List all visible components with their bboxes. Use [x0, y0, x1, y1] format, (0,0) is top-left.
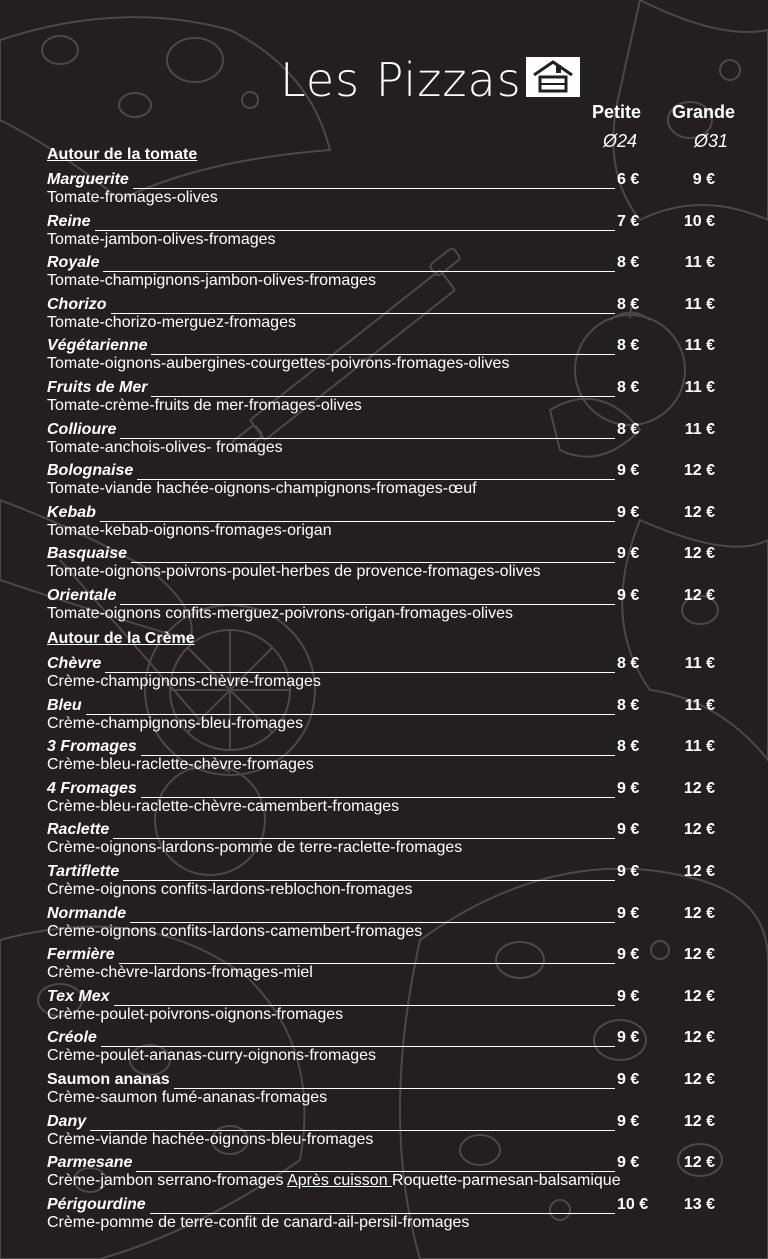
price-large: 12 €: [683, 1029, 715, 1047]
price-large: 12 €: [683, 545, 715, 563]
item-description-text: Tomate-kebab-oignons-fromages-origan: [47, 521, 332, 539]
item-name: Basquaise: [47, 545, 128, 563]
item-name: Chèvre: [47, 655, 102, 672]
item-name: Normande: [47, 904, 127, 922]
item-description: [47, 715, 303, 733]
price-large: 12 €: [683, 821, 715, 839]
menu-item: [47, 1154, 727, 1196]
price-small: 8 €: [617, 696, 640, 714]
item-name: Bleu: [47, 696, 82, 714]
item-description: [47, 1089, 327, 1107]
item-description-text: Crème-chèvre-lardons-fromages-miel: [47, 964, 313, 982]
item-description: [47, 231, 276, 249]
item-description: [47, 839, 462, 857]
item-name: Fruits de Mer: [47, 379, 148, 396]
menu-item: [47, 379, 727, 421]
price-large: 11 €: [684, 696, 715, 714]
price-small: 9 €: [617, 904, 640, 922]
section-title: Autour de la tomate: [47, 146, 198, 163]
item-description: [47, 756, 314, 774]
item-name: Raclette: [47, 821, 110, 839]
item-name: Royale: [47, 254, 100, 272]
menu-item: [47, 587, 727, 629]
price-large: 11 €: [684, 337, 715, 355]
menu-item: [47, 655, 727, 697]
price-large: 12 €: [683, 587, 715, 604]
item-name: Périgourdine: [47, 1195, 146, 1213]
item-description: [47, 314, 296, 332]
price-small: 9 €: [617, 821, 640, 839]
price-large: 11 €: [684, 420, 715, 438]
house-logo-icon: [526, 57, 580, 97]
item-description: [47, 1131, 373, 1149]
section-title: Autour de la Crème: [47, 630, 195, 647]
price-large: 12 €: [683, 904, 715, 922]
item-description: [47, 355, 509, 373]
item-name: Créole: [47, 1029, 97, 1047]
item-description-text: Crème-oignons-lardons-pomme de terre-raclette-fromages: [47, 839, 463, 857]
price-small: 9 €: [617, 1112, 640, 1130]
price-large: 9 €: [692, 171, 715, 188]
item-name: Orientale: [47, 587, 117, 604]
item-description-text: Crème-pomme de terre-confit de canard-ail-persil-fromages: [47, 1213, 470, 1231]
column-large-label: Grande: [672, 102, 736, 122]
item-name: Saumon ananas: [47, 1071, 170, 1088]
price-large: 12 €: [683, 779, 715, 797]
price-small: 9 €: [617, 545, 640, 563]
item-description-text: Crème-bleu-raclette-chèvre-fromages: [47, 756, 314, 774]
price-small: 9 €: [617, 779, 640, 797]
price-large: 11 €: [684, 379, 715, 396]
price-small: 8 €: [617, 738, 640, 756]
price-large: 12 €: [683, 462, 715, 480]
menu-item: [47, 1071, 727, 1113]
menu-item: [47, 296, 727, 338]
menu-item: [47, 863, 727, 905]
item-name: Tex Mex: [47, 987, 110, 1005]
item-description: [47, 673, 321, 691]
item-description: [47, 1047, 376, 1065]
item-description-text: Crème-poulet-ananas-curry-oignons-fromages: [47, 1047, 377, 1065]
price-small: 9 €: [617, 1029, 640, 1047]
column-large-size: Ø31: [694, 131, 729, 151]
item-description-text: Crème-champignons-chèvre-fromages: [47, 673, 321, 690]
item-name: Tartiflette: [47, 863, 120, 880]
price-large: 13 €: [683, 1195, 715, 1213]
price-small: 9 €: [617, 863, 640, 880]
menu-item: [47, 337, 727, 379]
price-large: 12 €: [683, 987, 715, 1005]
item-description-note: Après cuisson: [287, 1172, 393, 1190]
price-large: 11 €: [684, 254, 715, 272]
item-description: [47, 439, 283, 457]
price-small: 10 €: [617, 1195, 649, 1213]
column-small-size: Ø24: [603, 131, 638, 151]
item-description: [47, 881, 413, 899]
item-description-text: Crème-jambon serrano-fromages: [47, 1172, 288, 1190]
item-description: [47, 522, 332, 540]
item-description-text: Tomate-oignons-poivrons-poulet-herbes de provence-fromages-olives: [47, 563, 541, 581]
menu-item: [47, 213, 727, 255]
item-name: Bolognaise: [47, 462, 134, 480]
menu-item: [47, 821, 727, 863]
item-description: [47, 189, 218, 207]
price-large: 12 €: [683, 1112, 715, 1130]
item-description-text: Tomate-oignons confits-merguez-poivrons-origan-fromages-olives: [47, 605, 513, 622]
item-description-text: Crème-poulet-poivrons-oignons-fromages: [47, 1005, 344, 1023]
item-name: Collioure: [47, 420, 117, 438]
item-description-text: Crème-viande hachée-oignons-bleu-fromages: [47, 1130, 374, 1148]
price-small: 9 €: [617, 1154, 640, 1172]
item-description-text: Tomate-champignons-jambon-olives-fromages: [47, 272, 377, 290]
item-name: Reine: [47, 212, 91, 230]
price-small: 9 €: [617, 503, 640, 521]
item-name: Fermière: [47, 946, 115, 964]
menu-item: [47, 988, 727, 1030]
price-small: 7 €: [617, 212, 640, 230]
item-description: [47, 563, 541, 581]
item-description: [47, 1006, 343, 1024]
item-name: Dany: [47, 1112, 87, 1130]
item-description-text: Tomate-fromages-olives: [47, 189, 218, 206]
price-large: 11 €: [684, 655, 715, 672]
price-small: 9 €: [617, 946, 640, 964]
price-large: 12 €: [683, 1154, 715, 1172]
menu-item: [47, 780, 727, 822]
price-large: 12 €: [683, 863, 715, 880]
price-large: 11 €: [684, 738, 715, 756]
price-small: 8 €: [617, 337, 640, 355]
item-description: [47, 397, 362, 415]
item-description-text: Tomate-viande hachée-oignons-champignons-fromages-œuf: [47, 480, 477, 498]
item-name: 3 Fromages: [47, 738, 137, 756]
price-large: 12 €: [683, 1071, 715, 1088]
item-name: Parmesane: [47, 1154, 133, 1172]
price-small: 9 €: [617, 987, 640, 1005]
item-description: [47, 605, 513, 623]
item-description: [47, 964, 313, 982]
price-small: 8 €: [617, 379, 640, 396]
item-description-text: Crème-saumon fumé-ananas-fromages: [47, 1089, 328, 1106]
item-description: [47, 798, 399, 816]
menu-item: [47, 1029, 727, 1071]
menu-item: [47, 738, 727, 780]
price-large: 11 €: [684, 295, 715, 313]
item-description-text: Tomate-crème-fruits de mer-fromages-olives: [47, 397, 362, 414]
column-small-label: Petite: [592, 102, 642, 122]
item-name: Marguerite: [47, 171, 129, 188]
item-description-text: Crème-champignons-bleu-fromages: [47, 714, 304, 732]
menu-item: [47, 462, 727, 504]
menu-item: [47, 254, 727, 296]
item-name: 4 Fromages: [47, 779, 137, 797]
item-description-text: Crème-oignons confits-lardons-camembert-fromages: [47, 922, 423, 940]
menu-item: [47, 545, 727, 587]
price-small: 8 €: [617, 655, 640, 672]
menu-item: [47, 504, 727, 546]
item-name: Végétarienne: [47, 337, 148, 355]
price-small: 8 €: [617, 295, 640, 313]
item-description: [47, 272, 376, 290]
price-small: 9 €: [617, 587, 640, 604]
menu-item: [47, 1113, 727, 1155]
price-large: 12 €: [683, 946, 715, 964]
menu-item: [47, 697, 727, 739]
price-small: 8 €: [617, 420, 640, 438]
price-small: 8 €: [617, 254, 640, 272]
price-small: 9 €: [617, 462, 640, 480]
item-description: [47, 1172, 621, 1190]
menu-item: [47, 421, 727, 463]
item-name: Chorizo: [47, 295, 107, 313]
item-description: [47, 1214, 469, 1232]
menu-item: [47, 171, 727, 213]
item-description: [47, 480, 477, 498]
menu-item: [47, 905, 727, 947]
item-name: Kebab: [47, 503, 96, 521]
price-large: 12 €: [683, 503, 715, 521]
item-description-text: Tomate-chorizo-merguez-fromages: [47, 313, 296, 331]
item-description-text: Tomate-oignons-aubergines-courgettes-poivrons-fromages-olives: [47, 355, 510, 373]
menu-item: [47, 946, 727, 988]
menu-item: [47, 1196, 727, 1238]
item-description-text: Crème-oignons confits-lardons-reblochon-fromages: [47, 881, 413, 898]
item-description-text: Crème-bleu-raclette-chèvre-camembert-fromages: [47, 797, 400, 815]
item-description-text: Tomate-jambon-olives-fromages: [47, 230, 276, 248]
item-description-text: Tomate-anchois-olives- fromages: [47, 438, 283, 456]
price-small: 9 €: [617, 1071, 640, 1088]
item-description-tail: Roquette-parmesan-balsamique: [392, 1172, 621, 1190]
price-large: 10 €: [683, 212, 715, 230]
price-small: 6 €: [617, 171, 640, 188]
page-title: Les Pizzas: [280, 53, 522, 107]
item-description: [47, 923, 422, 941]
